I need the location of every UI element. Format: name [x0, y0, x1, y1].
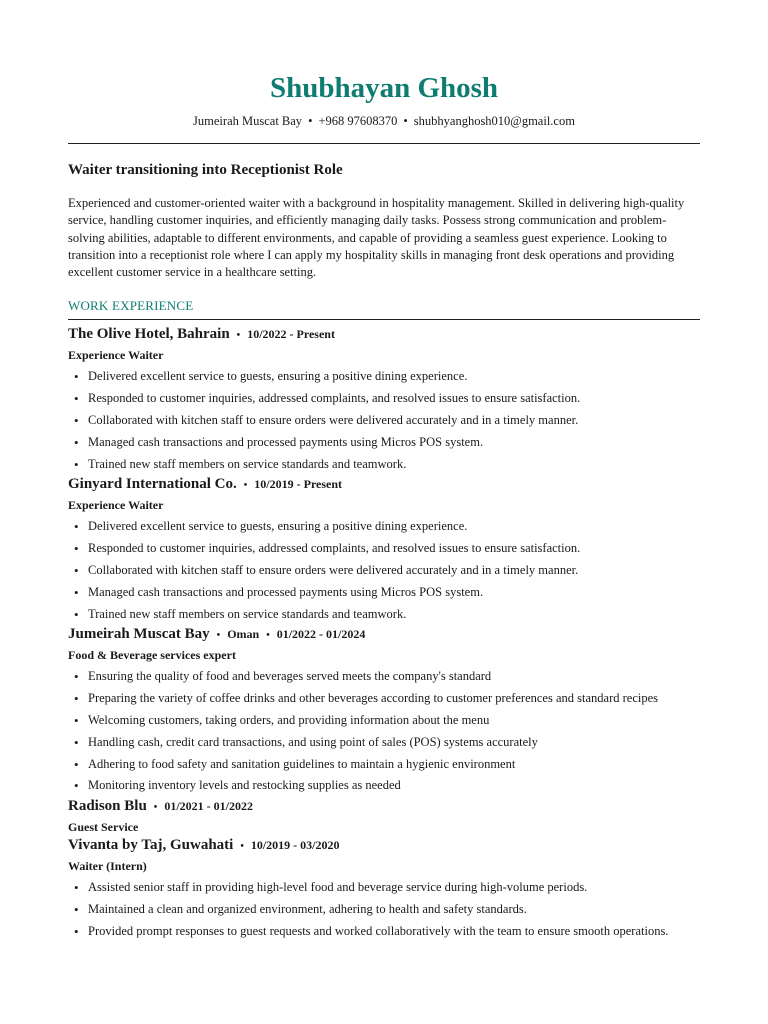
- contact-line: [68, 113, 700, 129]
- job-bullet: • Maintained a clean and organized environment, adhering to health and safety standards.: [68, 899, 700, 921]
- job-meta-separator: •: [236, 330, 241, 342]
- job-company: Vivanta by Taj, Guwahati: [68, 837, 234, 854]
- section-divider: [68, 319, 700, 320]
- job-bullet: • Responded to customer inquiries, addressed complaints, and resolved issues to ensure satisfaction.: [68, 538, 700, 560]
- job-bullet: • Assisted senior staff in providing high-level food and beverage service during high-volume periods.: [68, 877, 700, 899]
- job-company: Radison Blu: [68, 798, 147, 815]
- job-bullet-list: [68, 666, 700, 797]
- job-entry: [68, 836, 700, 942]
- job-bullet: • Managed cash transactions and processed payments using Micros POS system.: [68, 582, 700, 604]
- job-header: [68, 797, 700, 817]
- objective-title: Waiter transitioning into Receptionist Role: [68, 162, 343, 178]
- job-bullet: • Monitoring inventory levels and restocking supplies as needed: [68, 775, 700, 797]
- job-company: Jumeirah Muscat Bay: [68, 626, 210, 643]
- job-role: Guest Service: [68, 820, 139, 835]
- job-bullet: • Preparing the variety of coffee drinks and other beverages according to customer preferences and standard recipes: [68, 688, 700, 710]
- header-divider: [68, 143, 700, 144]
- job-bullet: • Collaborated with kitchen staff to ensure orders were delivered accurately and in a timely manner.: [68, 410, 700, 432]
- job-dates: 10/2019 - 03/2020: [250, 838, 340, 853]
- job-meta-separator: •: [266, 630, 270, 642]
- job-bullet: • Managed cash transactions and processed payments using Micros POS system.: [68, 432, 700, 454]
- job-bullet-list: [68, 516, 700, 625]
- job-bullet: • Delivered excellent service to guests, ensuring a positive dining experience.: [68, 366, 700, 388]
- job-bullet-list: [68, 366, 700, 475]
- summary-paragraph: Experienced and customer-oriented waiter with a background in hospitality management. Skilled in delivering high-quality service, handling customer inquiries, and efficiently managing daily tasks. Possess strong communication and problem-solving abilities, adaptable to different environments, and capable of providing a seamless guest experience. Looking to transition into a receptionist role where I can apply my hospitality skills in managing front desk operations and providing excellent customer service in a healthcare setting.: [68, 196, 685, 280]
- job-meta-separator: •: [243, 480, 248, 492]
- contact-location: Jumeirah Muscat Bay: [193, 114, 303, 128]
- job-bullet: • Trained new staff members on service standards and teamwork.: [68, 604, 700, 626]
- job-bullet-list: [68, 877, 700, 942]
- contact-phone: +968 97608370: [318, 114, 398, 128]
- job-bullet: • Handling cash, credit card transactions, and using point of sales (POS) systems accurately: [68, 732, 700, 754]
- job-dates: 01/2021 - 01/2022: [164, 799, 253, 814]
- job-bullet: • Responded to customer inquiries, addressed complaints, and resolved issues to ensure satisfaction.: [68, 388, 700, 410]
- job-role: Experience Waiter: [68, 348, 164, 363]
- job-entry: [68, 625, 700, 797]
- job-role: Food & Beverage services expert: [68, 648, 236, 663]
- job-header: [68, 836, 700, 856]
- job-bullet: • Collaborated with kitchen staff to ensure orders were delivered accurately and in a timely manner.: [68, 560, 700, 582]
- job-role: Experience Waiter: [68, 498, 164, 513]
- job-bullet: • Adhering to food safety and sanitation guidelines to maintain a hygienic environment: [68, 754, 700, 776]
- job-location: Oman: [227, 627, 260, 642]
- job-header: [68, 625, 700, 645]
- job-list: [68, 325, 700, 942]
- job-company: The Olive Hotel, Bahrain: [68, 326, 230, 343]
- job-dates: 10/2019 - Present: [254, 477, 343, 492]
- job-meta-separator: •: [240, 841, 244, 853]
- contact-separator: •: [308, 114, 313, 128]
- candidate-name: Shubhayan Ghosh: [269, 72, 499, 104]
- job-company: Ginyard International Co.: [68, 476, 237, 493]
- job-bullet: • Delivered excellent service to guests, ensuring a positive dining experience.: [68, 516, 700, 538]
- job-bullet: • Provided prompt responses to guest requests and worked collaboratively with the team to ensure smooth operations.: [68, 921, 700, 943]
- job-entry: [68, 325, 700, 475]
- job-header: [68, 325, 700, 345]
- job-entry: [68, 797, 700, 836]
- job-bullet: • Welcoming customers, taking orders, and providing information about the menu: [68, 710, 700, 732]
- contact-separator: •: [403, 114, 408, 128]
- resume-page: [68, 0, 700, 943]
- job-bullet: • Trained new staff members on service standards and teamwork.: [68, 454, 700, 476]
- job-dates: 10/2022 - Present: [247, 327, 335, 342]
- job-meta-separator: •: [216, 630, 221, 642]
- contact-email[interactable]: shubhyanghosh010@gmail.com: [413, 114, 575, 128]
- job-role: Waiter (Intern): [68, 859, 147, 874]
- job-entry: [68, 475, 700, 625]
- job-bullet: • Ensuring the quality of food and beverages served meets the company's standard: [68, 666, 700, 688]
- job-dates: 01/2022 - 01/2024: [276, 627, 366, 642]
- section-title-work-experience: WORK EXPERIENCE: [68, 298, 194, 314]
- job-header: [68, 475, 700, 495]
- job-meta-separator: •: [153, 802, 158, 814]
